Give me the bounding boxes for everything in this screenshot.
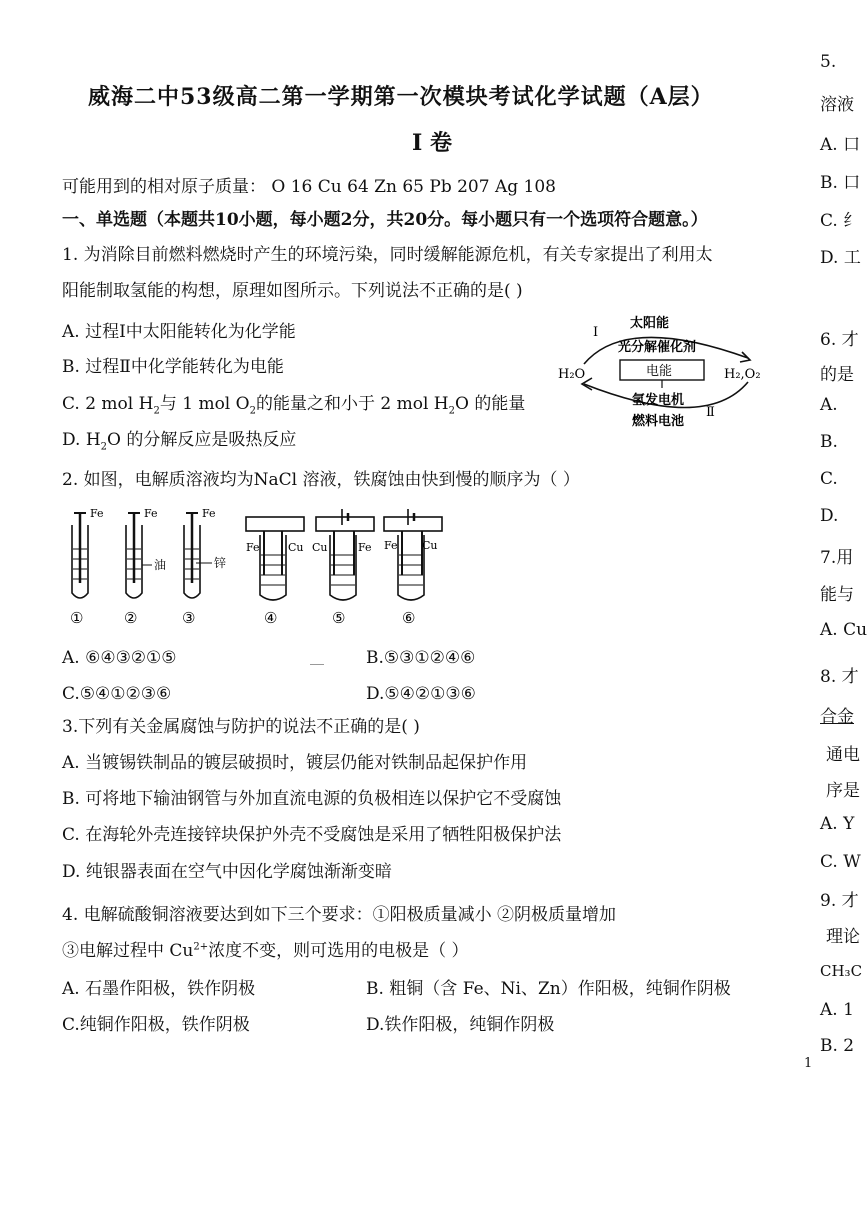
right-col-line: A. Y [820, 814, 855, 834]
right-col-line: A. 1 [820, 1000, 854, 1020]
q4-option-b: B. 粗铜（含 Fe、Ni、Zn）作阳极，纯铜作阴极 [366, 979, 731, 999]
fe-label-1: Fe [90, 507, 104, 520]
right-col-line: A. [820, 395, 838, 415]
right-col-line: 能与 [820, 585, 854, 605]
right-col-line: C. [820, 469, 838, 489]
right-col-line: C. W [820, 852, 861, 872]
section-heading: 一、单选题（本题共10小题，每小题2分，共20分。每小题只有一个选项符合题意。） [62, 210, 708, 230]
roman-ii: Ⅱ [706, 405, 715, 420]
right-col-line: A. 口 [820, 135, 861, 155]
cell-5 [312, 509, 374, 627]
right-col-line: B. 2 [820, 1036, 855, 1056]
q1-option-d: D. $H_2O$ 的分解反应是吸热反应 [62, 430, 297, 453]
q4-stem-line2: ③电解过程中 $Cu^{2+}$浓度不变，则可选用的电极是（ ） [62, 941, 469, 961]
cu-label-6: Cu [422, 539, 438, 552]
volume-label: I 卷 [412, 130, 452, 156]
cu-label-5: Cu [312, 541, 328, 554]
right-col-line: B. 口 [820, 173, 861, 193]
cell-number-4: ④ [264, 609, 278, 627]
right-col-line: 8. 才 [820, 667, 859, 687]
right-col-line: 9. 才 [820, 891, 859, 911]
q3-option-a: A. 当镀锡铁制品的镀层破损时，镀层仍能对铁制品起保护作用 [62, 753, 528, 773]
atomic-masses: 可能用到的相对原子质量： O 16 Cu 64 Zn 65 Pb 207 Ag 108 [62, 177, 556, 197]
q3-option-b: B. 可将地下输油钢管与外加直流电源的负极相连以保护它不受腐蚀 [62, 789, 562, 809]
q3-stem: 3.下列有关金属腐蚀与防护的说法不正确的是( ) [62, 717, 420, 737]
q4-option-c: C.纯铜作阳极，铁作阴极 [62, 1015, 250, 1035]
q3-option-c: C. 在海轮外壳连接锌块保护外壳不受腐蚀是采用了牺牲阳极保护法 [62, 825, 562, 845]
right-col-line: 溶液 [820, 95, 854, 115]
zn-label: 锌 [214, 556, 227, 570]
q1-option-c: C. 2 mol $H_2$与 1 mol $O_2$的能量之和小于 2 mol $H_2O$ 的能量 [62, 394, 526, 417]
q2-option-c: C.⑤④①②③⑥ [62, 684, 172, 704]
cell-4 [246, 517, 304, 627]
cell-number-1: ① [70, 609, 84, 627]
cell-6 [384, 509, 442, 627]
right-col-line: C. 纟 [820, 211, 861, 231]
right-col-line: 5. [820, 52, 837, 72]
right-col-line: 通电 [826, 745, 860, 765]
q2-stem: 2. 如图，电解质溶液均为NaCl 溶液，铁腐蚀由快到慢的顺序为（ ） [62, 470, 580, 490]
right-col-line: 理论 [826, 927, 860, 947]
cell-number-2: ② [124, 609, 138, 627]
cell-3 [182, 507, 226, 627]
water-label: H₂O [558, 367, 586, 382]
right-col-line: 的是 [820, 365, 854, 385]
energy-cycle-diagram [556, 312, 776, 432]
solar-energy-label: 太阳能 [630, 316, 670, 331]
cell-1 [70, 507, 104, 627]
scan-mark [310, 664, 324, 665]
q1-stem-line1: 1. 为消除目前燃料燃烧时产生的环境污染，同时缓解能源危机，有关专家提出了利用太 [62, 245, 713, 265]
right-col-line: 7.用 [820, 548, 854, 568]
electric-energy-label: 电能 [646, 364, 673, 379]
right-col-line: B. [820, 432, 838, 452]
hydrogen-oxygen-label: H₂,O₂ [724, 367, 761, 382]
q1-stem-line2: 阳能制取氢能的构想，原理如图所示。下列说法不正确的是( ) [62, 281, 523, 301]
photocatalyst-label: 光分解催化剂 [618, 340, 697, 355]
right-col-line: CH₃C [820, 962, 863, 980]
right-col-line: 6. 才 [820, 330, 859, 350]
fe-label-4: Fe [246, 541, 260, 554]
hydrogen-generator-label: 氢发电机 [632, 393, 685, 408]
q1-option-b: B. 过程Ⅱ中化学能转化为电能 [62, 357, 284, 377]
right-col-line: D. [820, 506, 839, 526]
roman-i: I [593, 325, 599, 340]
cell-2 [124, 507, 166, 627]
q2-option-b: B.⑤③①②④⑥ [366, 648, 476, 668]
cu-label-4: Cu [288, 541, 304, 554]
fe-label-3: Fe [202, 507, 216, 520]
right-col-line: 序是 [826, 781, 860, 801]
q1-option-a: A. 过程Ⅰ中太阳能转化为化学能 [62, 322, 296, 342]
q4-option-a: A. 石墨作阳极，铁作阴极 [62, 979, 256, 999]
q2-option-a: A. ⑥④③②①⑤ [62, 648, 177, 668]
cell-number-5: ⑤ [332, 609, 346, 627]
fe-label-6: Fe [384, 539, 398, 552]
q3-option-d: D. 纯银器表面在空气中因化学腐蚀渐渐变暗 [62, 862, 392, 882]
q2-option-d: D.⑤④②①③⑥ [366, 684, 476, 704]
q4-option-d: D.铁作阳极，纯铜作阴极 [366, 1015, 555, 1035]
cell-number-6: ⑥ [402, 609, 416, 627]
cell-number-3: ③ [182, 609, 196, 627]
corrosion-cells-figure [66, 505, 456, 633]
fe-label-2: Fe [144, 507, 158, 520]
page-mark: 1 [804, 1056, 813, 1071]
exam-title: 威海二中53级高二第一学期第一次模块考试化学试题（A层） [88, 84, 714, 110]
fe-label-5: Fe [358, 541, 372, 554]
right-col-line: D. 工 [820, 248, 861, 268]
q4-stem-line1: 4. 电解硫酸铜溶液要达到如下三个要求：①阳极质量减小 ②阴极质量增加 [62, 905, 617, 925]
right-col-line: 合金 [820, 707, 854, 727]
oil-label: 油 [154, 558, 167, 572]
right-col-line: A. Cu [820, 620, 867, 640]
fuel-cell-label: 燃料电池 [632, 414, 685, 429]
